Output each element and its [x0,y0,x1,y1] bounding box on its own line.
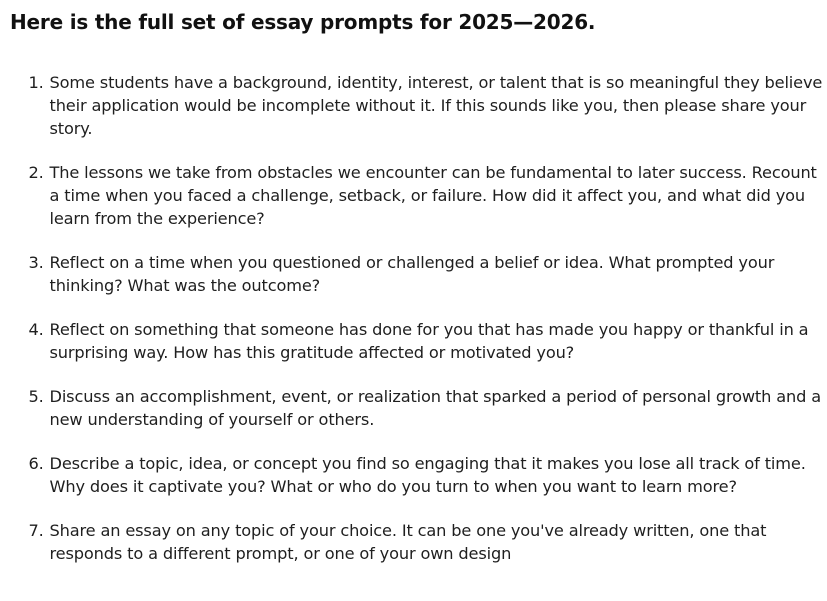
essay-prompt-list [10,71,827,565]
prompt-text: Some students have a background, identity, interest, or talent that is so meaningful they believe their application would be incomplete without it. If this sounds like you, then please share your story. [49,73,823,138]
prompt-text: Reflect on a time when you questioned or challenged a belief or idea. What prompted your thinking? What was the outcome? [49,253,775,295]
prompt-text: Share an essay on any topic of your choice. It can be one you've already written, one that responds to a different prompt, or one of your own design [49,521,767,563]
prompt-number: 3. [28,253,44,272]
prompt-number: 1. [28,73,44,92]
prompt-number: 2. [28,163,44,182]
prompt-number: 4. [28,320,44,339]
prompt-text: The lessons we take from obstacles we encounter can be fundamental to later success. Recount a time when you faced a challenge, setback, or failure. How did it affect you, and what did you learn from the experience? [49,163,817,228]
prompt-item-7 [10,519,827,565]
prompt-item-6 [10,452,827,498]
page-title: Here is the full set of essay prompts for 2025—2026. [10,10,596,34]
prompt-item-2 [10,161,827,230]
prompt-number: 6. [28,454,44,473]
prompt-item-4 [10,318,827,364]
prompt-text: Reflect on something that someone has done for you that has made you happy or thankful in a surprising way. How has this gratitude affected or motivated you? [49,320,809,362]
prompt-text: Describe a topic, idea, or concept you find so engaging that it makes you lose all track of time. Why does it captivate you? What or who do you turn to when you want to learn more? [49,454,806,496]
prompt-number: 7. [28,521,44,540]
prompt-item-1 [10,71,827,140]
prompt-number: 5. [28,387,44,406]
prompt-item-5 [10,385,827,431]
prompt-item-3 [10,251,827,297]
prompt-text: Discuss an accomplishment, event, or realization that sparked a period of personal growth and a new understanding of yourself or others. [49,387,822,429]
